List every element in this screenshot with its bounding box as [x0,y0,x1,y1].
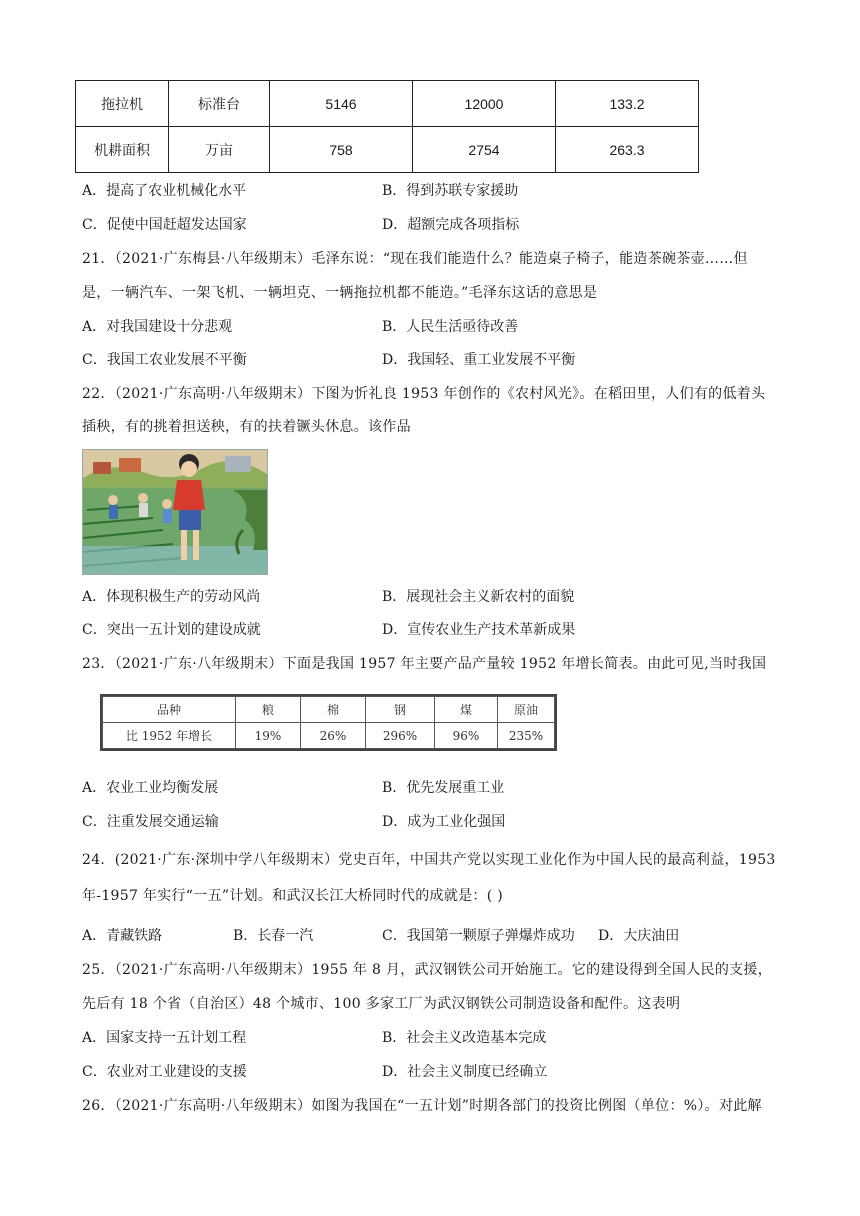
q25-stem-line1: 25．（2021·广东高明·八年级期末）1955 年 8 月，武汉钢铁公司开始施工。它的建设得到全国人民的支援， [82,962,773,978]
table-cell: 263.3 [556,127,699,173]
q21-stem-line1: 21．（2021·广东梅县·八年级期末）毛泽东说：“现在我们能造什么？能造桌子椅子，能造茶碗茶壶……但 [82,251,748,267]
table-cell: 19% [236,723,301,749]
q23-option-a[interactable]: A．农业工业均衡发展 [82,780,219,796]
q23-option-c[interactable]: C．注重发展交通运输 [82,814,219,830]
q25-stem-line2: 先后有 18 个省（自治区）48 个城市、100 多家工厂为武汉钢铁公司制造设备和配件。这表明 [82,996,681,1012]
q25-option-d[interactable]: D．社会主义制度已经确立 [382,1064,548,1080]
table-cell: 26% [301,723,366,749]
q22-option-b[interactable]: B．展现社会主义新农村的面貌 [382,589,575,605]
q26-stem-line1: 26．（2021·广东高明·八年级期末）如图为我国在“一五计划”时期各部门的投资比例图（单位：%）。对此解 [82,1098,762,1114]
q25-option-c[interactable]: C．农业对工业建设的支援 [82,1064,247,1080]
table-cell: 12000 [413,81,556,127]
table-row [103,697,555,723]
q20-option-b[interactable]: B．得到苏联专家援助 [382,183,519,199]
q21-stem-line2: 是，一辆汽车、一架飞机、一辆坦克、一辆拖拉机都不能造。”毛泽东这话的意思是 [82,285,598,301]
q23-option-d[interactable]: D．成为工业化强国 [382,814,506,830]
q21-option-c[interactable]: C．我国工农业发展不平衡 [82,352,247,368]
table-cell: 机耕面积 [76,127,169,173]
table-cell: 235% [498,723,555,749]
q24-option-a[interactable]: A．青藏铁路 [82,928,163,944]
production-growth-table [100,694,557,751]
table-cell: 比 1952 年增长 [103,723,236,749]
q25-option-b[interactable]: B．社会主义改造基本完成 [382,1030,547,1046]
q20-option-a[interactable]: A．提高了农业机械化水平 [82,183,247,199]
rural-scenery-painting [82,449,268,575]
table-cell: 96% [435,723,498,749]
q22-stem-line1: 22．（2021·广东高明·八年级期末）下图为忻礼良 1953 年创作的《农村风光》。在稻田里，人们有的低着头 [82,386,766,402]
q24-option-d[interactable]: D．大庆油田 [598,928,680,944]
q24-stem-line2: 年-1957 年实行“一五”计划。和武汉长江大桥同时代的成就是：( ) [82,888,503,904]
table-cell: 万亩 [169,127,270,173]
table-row [76,81,699,127]
q21-option-a[interactable]: A．对我国建设十分悲观 [82,319,233,335]
table-cell: 758 [270,127,413,173]
q21-option-d[interactable]: D．我国轻、重工业发展不平衡 [382,352,576,368]
q23-option-b[interactable]: B．优先发展重工业 [382,780,505,796]
table-header-cell: 品种 [103,697,236,723]
q23-stem-line1: 23．（2021·广东·八年级期末）下面是我国 1957 年主要产品产量较 1952 年增长简表。由此可见,当时我国 [82,656,767,672]
table-header-cell: 原油 [498,697,555,723]
q20-option-d[interactable]: D．超额完成各项指标 [382,217,520,233]
table-cell: 133.2 [556,81,699,127]
table-cell: 拖拉机 [76,81,169,127]
table-cell: 2754 [413,127,556,173]
table-row [103,723,555,749]
table-cell: 296% [366,723,435,749]
q22-stem-line2: 插秧，有的挑着担送秧，有的扶着镢头休息。该作品 [82,419,411,435]
q24-option-c[interactable]: C．我国第一颗原子弹爆炸成功 [382,928,575,944]
q25-option-a[interactable]: A．国家支持一五计划工程 [82,1030,247,1046]
table-header-cell: 煤 [435,697,498,723]
table-cell: 标准台 [169,81,270,127]
table-header-cell: 粮 [236,697,301,723]
q20-option-c[interactable]: C．促使中国赶超发达国家 [82,217,247,233]
q21-option-b[interactable]: B．人民生活亟待改善 [382,319,519,335]
table-row [76,127,699,173]
q24-option-b[interactable]: B．长春一汽 [233,928,314,944]
q22-option-c[interactable]: C．突出一五计划的建设成就 [82,622,261,638]
table-header-cell: 钢 [366,697,435,723]
q24-stem-line1: 24．(2021·广东·深圳中学八年级期末）党史百年，中国共产党以实现工业化作为中国人民的最高利益，1953 [82,852,776,868]
q22-option-d[interactable]: D．宣传农业生产技术革新成果 [382,622,576,638]
tractor-table [75,80,699,173]
q22-option-a[interactable]: A．体现积极生产的劳动风尚 [82,589,261,605]
table-cell: 5146 [270,81,413,127]
table-header-cell: 棉 [301,697,366,723]
